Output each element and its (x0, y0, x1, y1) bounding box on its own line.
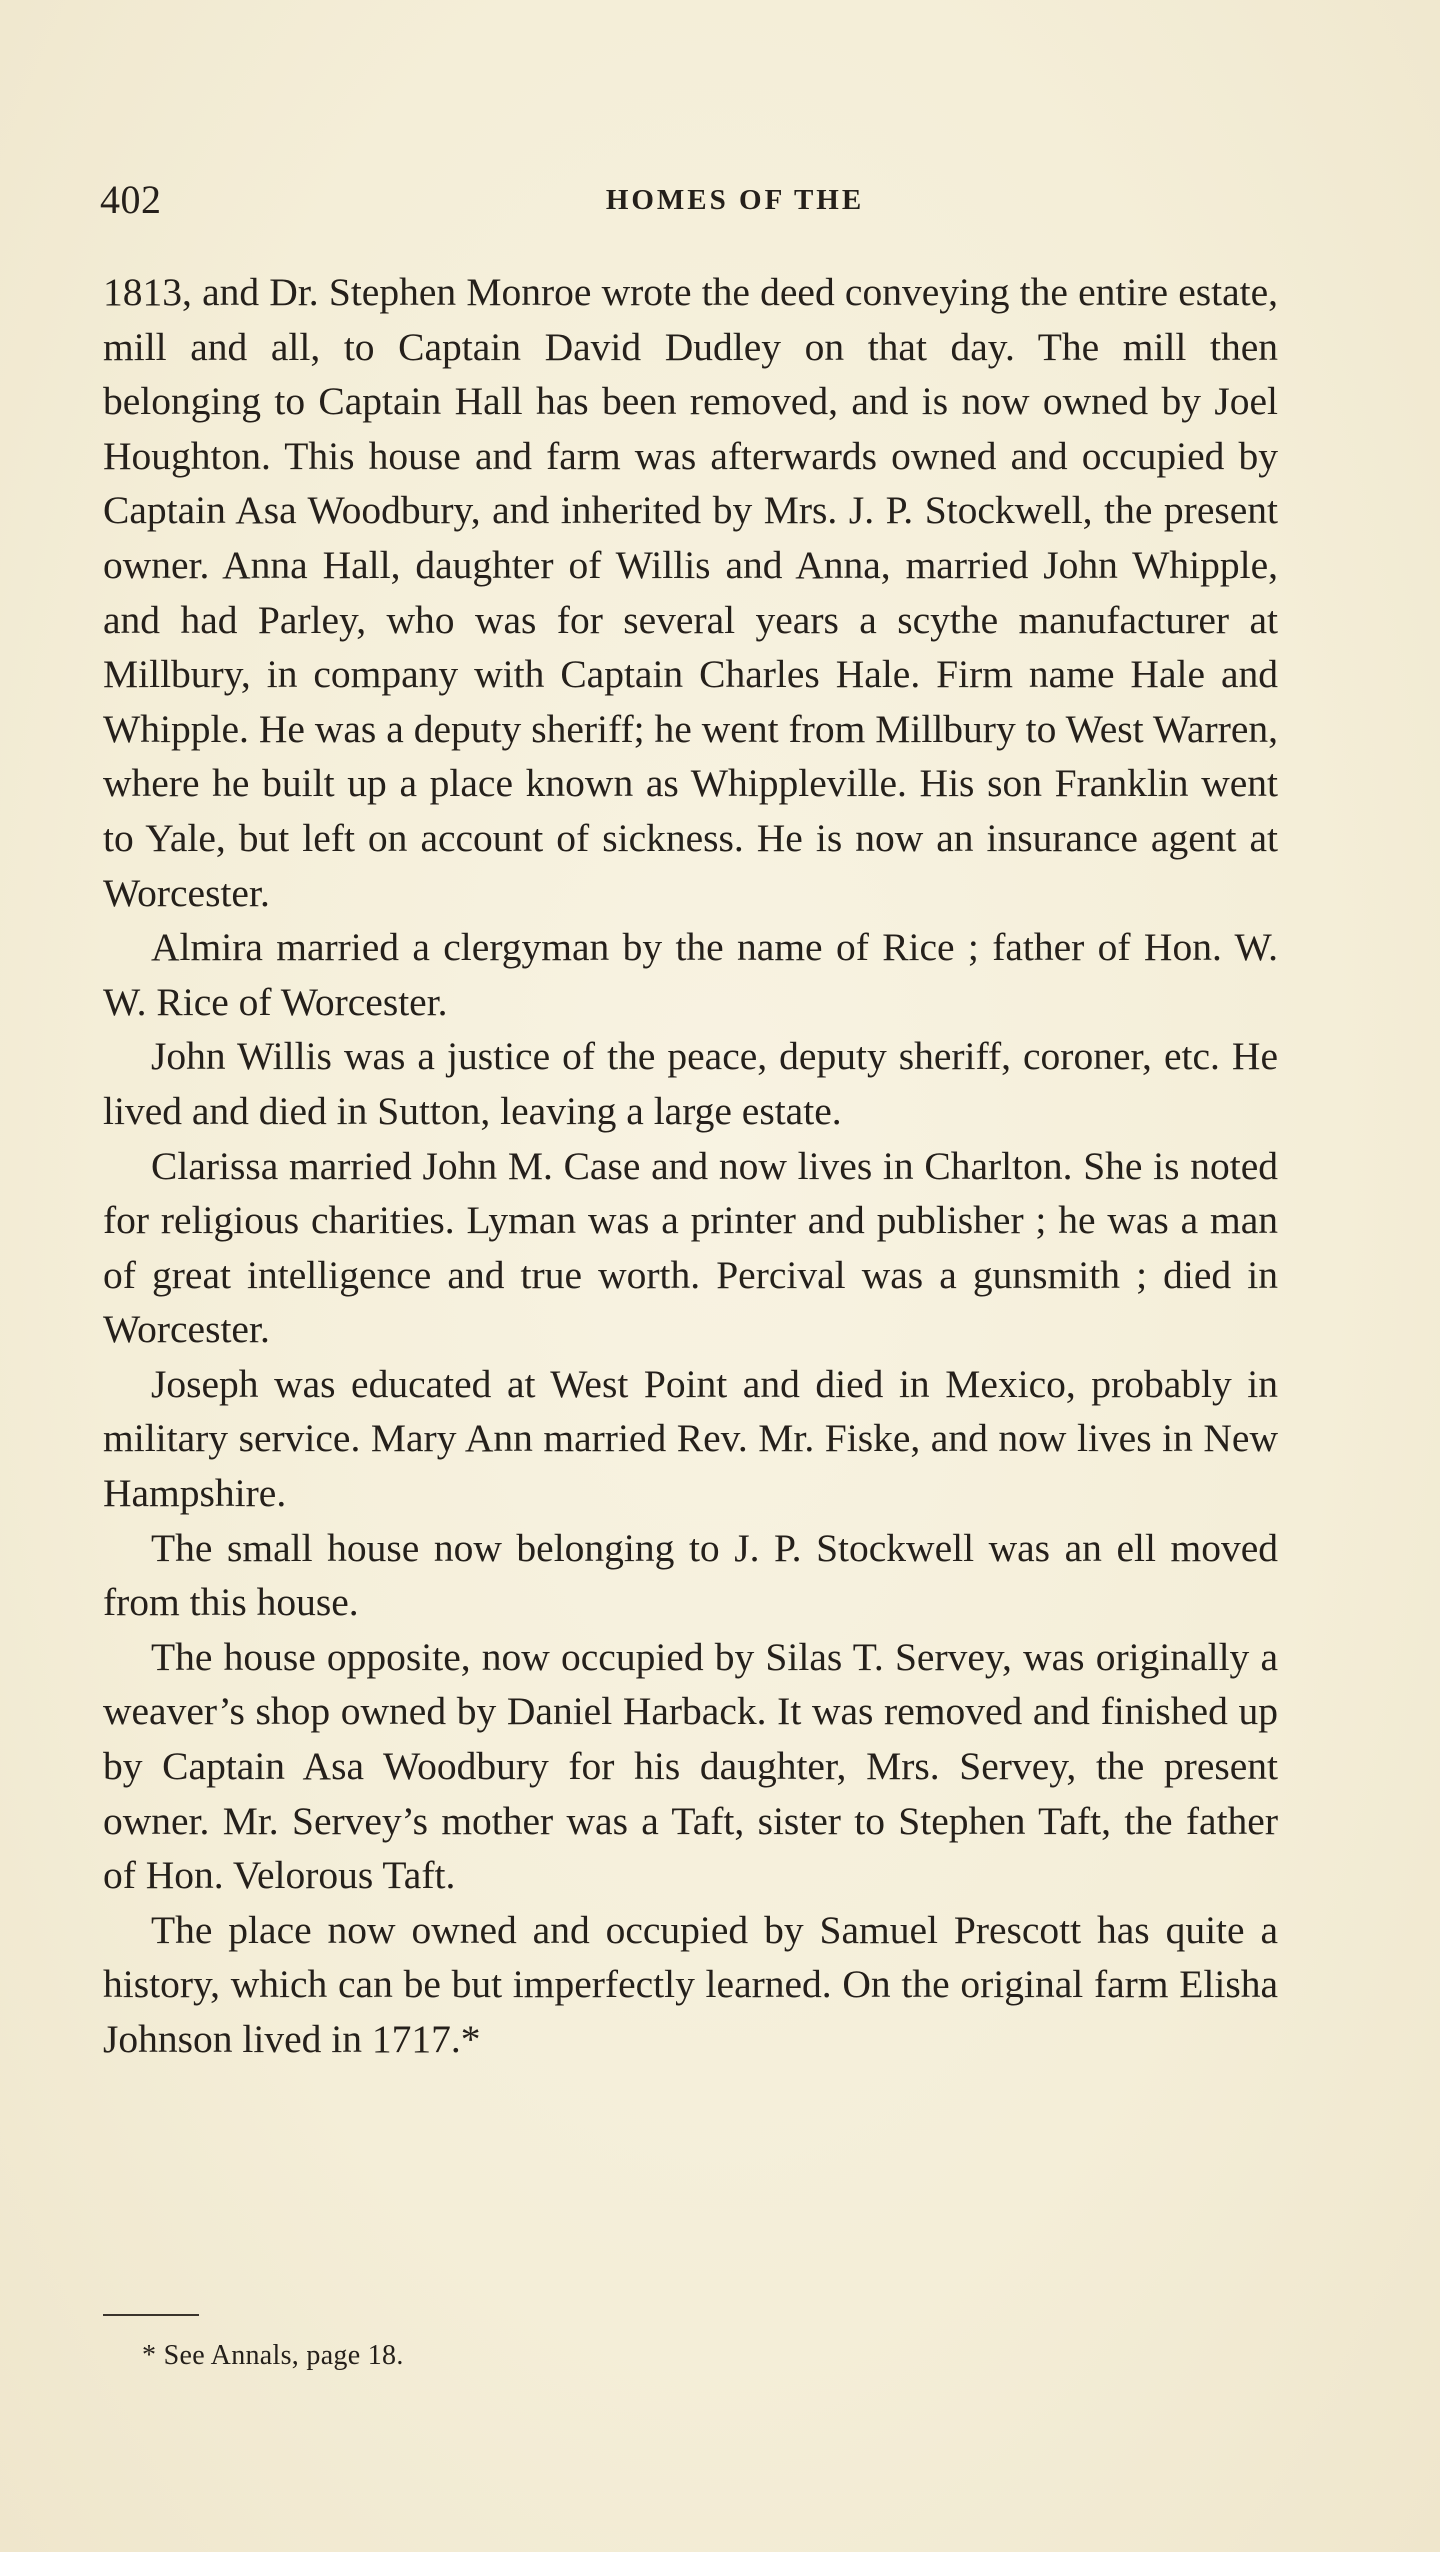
paragraph: The place now owned and occupied by Samuel Prescott has quite a history, which can be but imperfectly learned. On the original farm Elisha Johnson lived in 1717.* (103, 1907, 1278, 2061)
paragraph: 1813, and Dr. Stephen Monroe wrote the deed conveying the entire estate, mill and all, to Captain David Dudley on that day. The mill then belonging to Captain Hall has been removed, and is now owned by Joel Houghton. This house and farm was afterwards owned and occupied by Captain Asa Woodbury, and inherited by Mrs. J. P. Stockwell, the present owner. Anna Hall, daughter of Willis and Anna, married John Whipple, and had Parley, who was for several years a scythe manufacturer at Millbury, in company with Captain Charles Hale. Firm name Hale and Whipple. He was a deputy sheriff; he went from Millbury to West Warren, where he built up a place known as Whippleville. His son Franklin went to Yale, but left on account of sickness. He is now an insurance agent at Worcester. (103, 270, 1278, 915)
paragraph: The small house now belonging to J. P. Stockwell was an ell moved from this house. (103, 1525, 1278, 1625)
paragraph: John Willis was a justice of the peace, deputy sheriff, coroner, etc. He lived and died in Sutton, leaving a large estate. (103, 1034, 1278, 1133)
paragraph: The house opposite, now occupied by Silas T. Servey, was originally a weaver’s shop owned by Daniel Harback. It was removed and finished up by Captain Asa Woodbury for his daughter, Mrs. Servey, the present owner. Mr. Servey’s mother was a Taft, sister to Stephen Taft, the father of Hon. Velorous Taft. (103, 1634, 1278, 1898)
page-number: 402 (100, 177, 162, 222)
page-header (100, 172, 1280, 232)
running-head: HOMES OF THE (605, 184, 865, 216)
paragraph: Joseph was educated at West Point and died in Mexico, probably in military service. Mary Ann married Rev. Mr. Fiske, and now lives in New Hampshire. (103, 1361, 1278, 1516)
body-text (103, 265, 1278, 2067)
paragraph: Clarissa married John M. Case and now lives in Charlton. She is noted for religious charities. Lyman was a printer and publisher ; he was a man of great intelligence and true worth. Percival was a gunsmith ; died in Worcester. (103, 1143, 1278, 1352)
paragraph: Almira married a clergyman by the name of Rice ; father of Hon. W. W. Rice of Worcester. (103, 925, 1278, 1024)
footnote: * See Annals, page 18. (142, 2340, 404, 2371)
footnote-divider (103, 2314, 199, 2316)
